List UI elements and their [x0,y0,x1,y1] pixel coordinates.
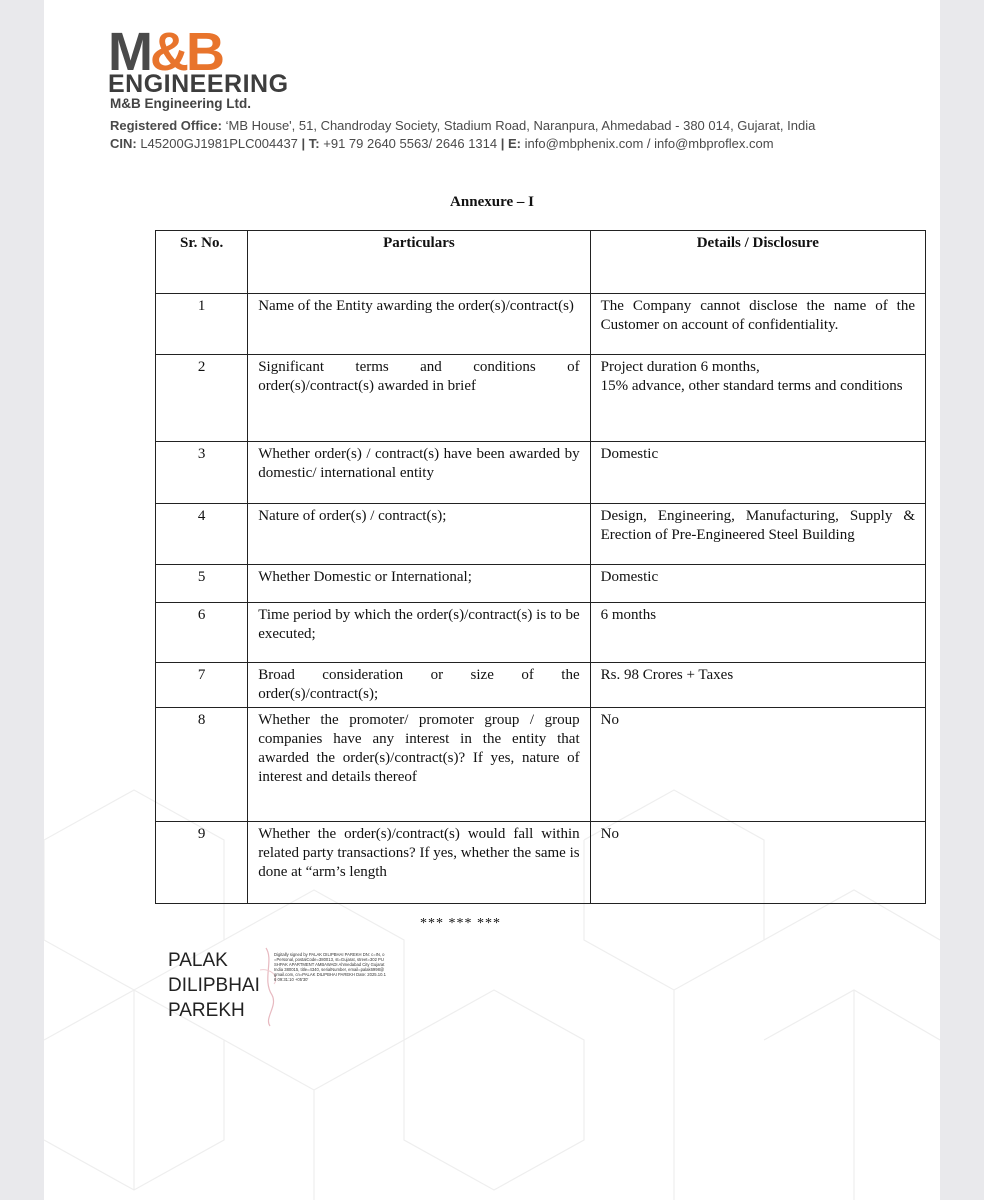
office-label: Registered Office: [110,118,222,133]
table-header-row [156,231,926,294]
svg-text:M: M [108,22,150,82]
row-detail: Rs. 98 Crores + Taxes [590,663,925,708]
svg-text:&B: &B [150,22,222,82]
table-row [156,355,926,442]
row-particular: Time period by which the order(s)/contract(s) is to be executed; [248,603,590,663]
cin-value: L45200GJ1981PLC004437 [136,136,298,151]
separator: | [497,136,508,151]
signatory-line: DILIPBHAI [168,975,260,996]
row-detail: No [590,822,925,904]
row-particular: Whether Domestic or International; [248,565,590,603]
row-detail: The Company cannot disclose the name of the Customer on account of confidentiality. [590,294,925,355]
row-sr: 9 [156,822,248,904]
email-label: E: [508,136,521,151]
registered-office [110,118,815,133]
table-row [156,565,926,603]
company-name: M&B Engineering Ltd. [110,96,251,111]
annexure-title: Annexure – I [450,194,534,210]
document-page [44,0,940,1200]
header-particulars: Particulars [248,231,590,294]
signatory-line: PAREKH [168,1000,245,1021]
phone-label: T: [308,136,320,151]
row-particular: Whether the promoter/ promoter group / group companies have any interest in the entity that awarded the order(s)/contract(s)? If yes, nature of interest and details thereof [248,708,590,822]
row-particular: Whether order(s) / contract(s) have been awarded by domestic/ international entity [248,442,590,504]
table-row [156,504,926,565]
email-value: info@mbphenix.com / info@mbproflex.com [521,136,774,151]
office-address: ‘MB House', 51, Chandroday Society, Stadium Road, Naranpura, Ahmedabad - 380 014, Gujarat, India [221,118,816,133]
detail-line: 15% advance, other standard terms and conditions [600,378,903,394]
row-sr: 4 [156,504,248,565]
row-detail: No [590,708,925,822]
end-marker: *** *** *** [420,916,501,931]
cin-label: CIN: [110,136,137,151]
row-sr: 5 [156,565,248,603]
signatory-line: PALAK [168,950,228,971]
row-detail: Domestic [590,565,925,603]
digital-signature-details: Digitally signed by PALAK DILIPBHAI PAREKH DN: c=IN, o=Personal, postalCode=380013, st=Gujarat, street=302 PUSHPAK APARTMENT AMBAWADI Ahmedabad City Gujarat India 380015, title=4340, serialNumber, email=palak6998@gmail.com, cn=PALAK DILIPBHAI PAREKH Date: 2025.10.16 09:31:10 +05'30' [274,952,386,983]
row-detail: Domestic [590,442,925,504]
row-sr: 7 [156,663,248,708]
row-sr: 3 [156,442,248,504]
disclosure-table [155,230,926,904]
table-row [156,663,926,708]
separator: | [297,136,309,151]
brand-wordmark: ENGINEERING [108,70,289,98]
row-sr: 6 [156,603,248,663]
row-sr: 1 [156,294,248,355]
row-particular: Broad consideration or size of the order(s)/contract(s); [248,663,590,708]
row-particular: Nature of order(s) / contract(s); [248,504,590,565]
detail-line: Project duration 6 months, [600,359,760,375]
table-row [156,822,926,904]
phone-value: +91 79 2640 5563/ 2646 1314 [319,136,498,151]
row-detail: Design, Engineering, Manufacturing, Supply & Erection of Pre-Engineered Steel Building [590,504,925,565]
row-particular: Whether the order(s)/contract(s) would fall within related party transactions? If yes, whether the same is done at “arm’s length [248,822,590,904]
header-sr-no: Sr. No. [156,231,248,294]
table-row [156,708,926,822]
row-particular: Name of the Entity awarding the order(s)/contract(s) [248,294,590,355]
table-row [156,603,926,663]
header-details: Details / Disclosure [590,231,925,294]
table-row [156,442,926,504]
row-particular: Significant terms and conditions of order(s)/contract(s) awarded in brief [248,355,590,442]
table-row [156,294,926,355]
row-sr: 2 [156,355,248,442]
row-detail: 6 months [590,603,925,663]
row-detail [590,355,925,442]
row-sr: 8 [156,708,248,822]
contact-line [110,136,774,151]
